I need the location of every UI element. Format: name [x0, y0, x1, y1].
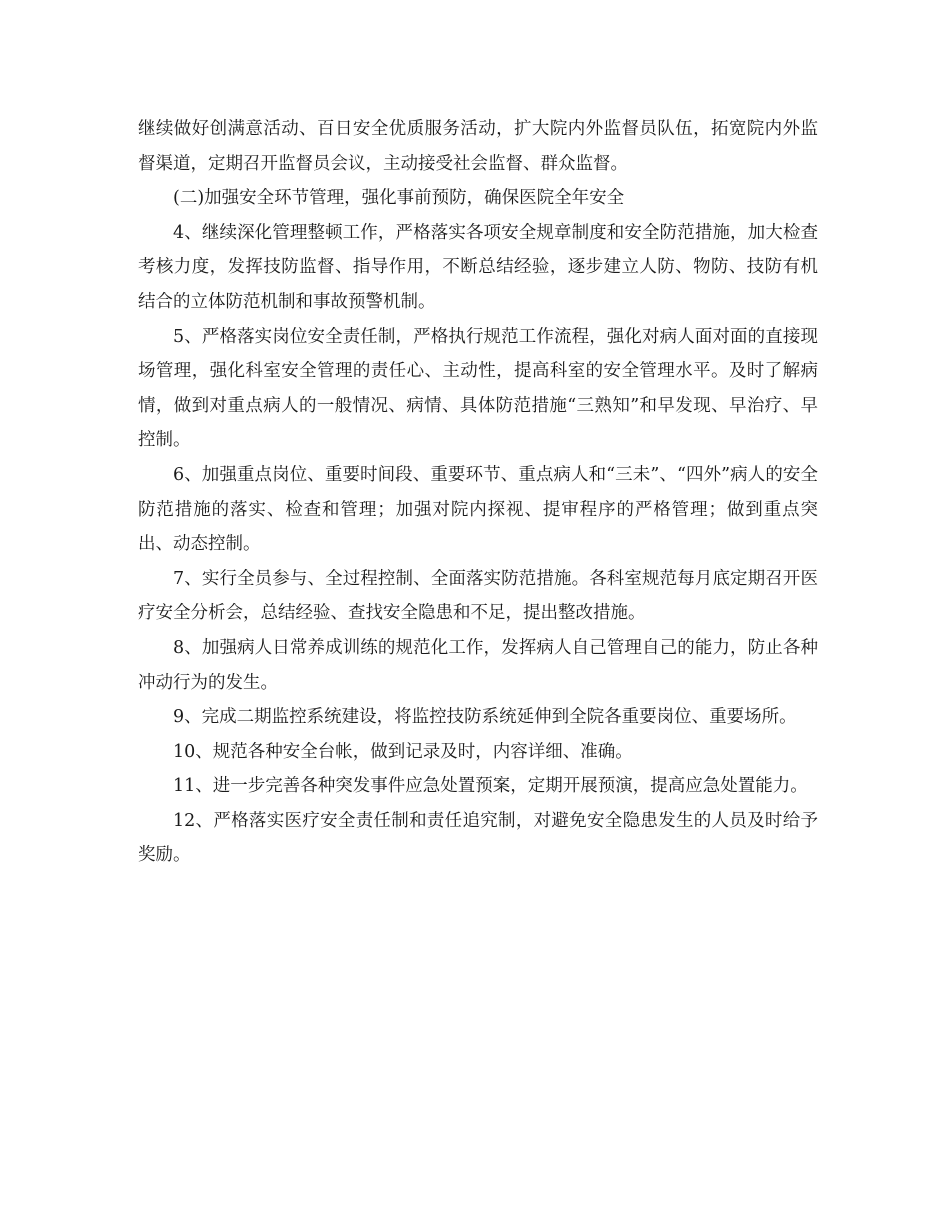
paragraph-item-8: 8、加强病人日常养成训练的规范化工作，发挥病人自己管理自己的能力，防止各种冲动行为的发生。: [138, 637, 818, 693]
paragraph-item-11: 11、进一步完善各种突发事件应急处置预案，定期开展预演，提高应急处置能力。: [173, 776, 808, 797]
section-heading-2: (二)加强安全环节管理，强化事前预防，确保医院全年安全: [173, 188, 625, 209]
paragraph-item-12: 12、严格落实医疗安全责任制和责任追究制，对避免安全隐患发生的人员及时给予奖励。: [138, 810, 818, 866]
paragraph-item-7: 7、实行全员参与、全过程控制、全面落实防范措施。各科室规范每月底定期召开医疗安全分析会，总结经验、查找安全隐患和不足，提出整改措施。: [138, 568, 818, 624]
paragraph-item-4: 4、继续深化管理整顿工作，严格落实各项安全规章制度和安全防范措施，加大检查考核力度，发挥技防监督、指导作用，不断总结经验，逐步建立人防、物防、技防有机结合的立体防范机制和事故预警机制。: [138, 222, 818, 312]
paragraph-continuation: 继续做好创满意活动、百日安全优质服务活动，扩大院内外监督员队伍，拓宽院内外监督渠道，定期召开监督员会议，主动接受社会监督、群众监督。: [138, 119, 818, 174]
paragraph-item-5: 5、严格落实岗位安全责任制，严格执行规范工作流程，强化对病人面对面的直接现场管理，强化科室安全管理的责任心、主动性，提高科室的安全管理水平。及时了解病情，做到对重点病人的一般情况、病情、具体防范措施“三熟知”和早发现、早治疗、早控制。: [138, 326, 818, 451]
paragraph-item-10: 10、规范各种安全台帐，做到记录及时，内容详细、准确。: [173, 741, 633, 762]
document-body: [138, 112, 818, 873]
paragraph-item-6: 6、加强重点岗位、重要时间段、重要环节、重点病人和“三未”、“四外”病人的安全防范措施的落实、检查和管理；加强对院内探视、提审程序的严格管理；做到重点突出、动态控制。: [138, 464, 818, 555]
paragraph-item-9: 9、完成二期监控系统建设，将监控技防系统延伸到全院各重要岗位、重要场所。: [173, 707, 797, 728]
